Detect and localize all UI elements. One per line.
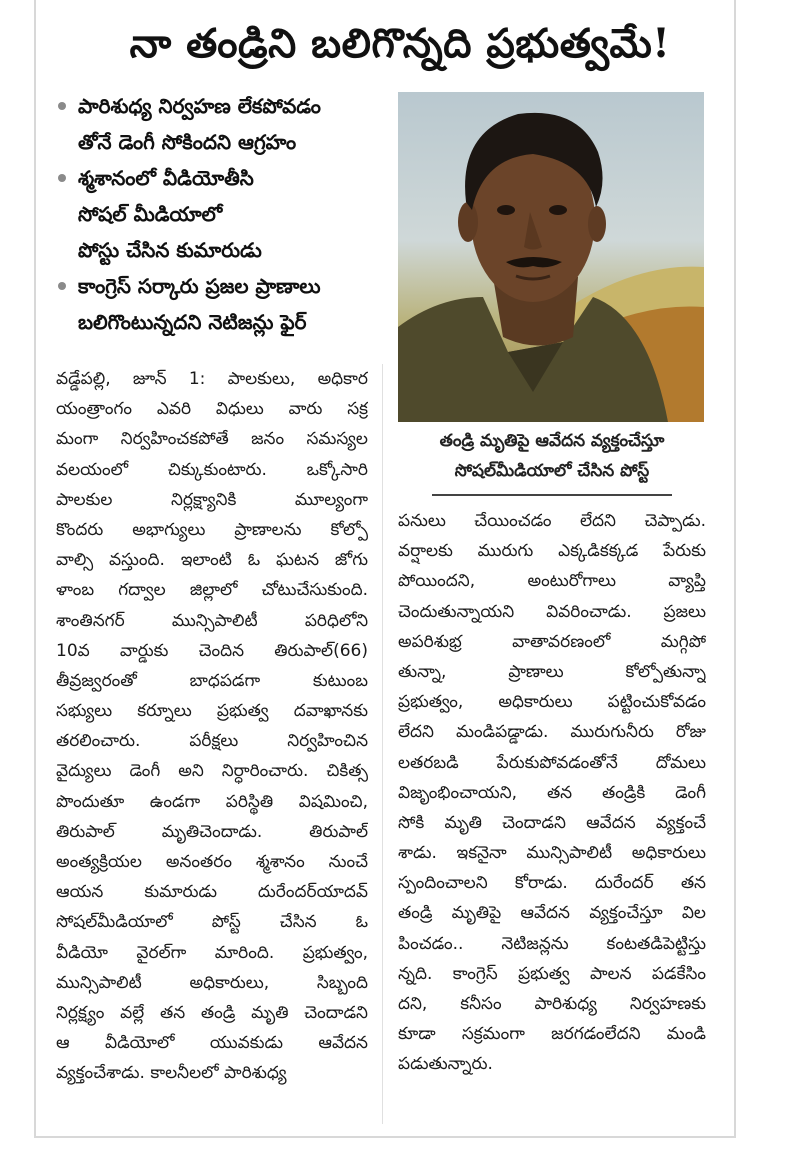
article-line: ఆ వీడియోలో యువకుడు ఆవేదన (56, 1033, 368, 1054)
bullet-text: కాంగ్రెస్ సర్కారు ప్రజల ప్రాణాలు (78, 274, 321, 298)
bullet-line (52, 268, 384, 304)
bullet-line (52, 304, 384, 340)
article-line: శాడు. ఇకనైనా మున్సిపాలిటీ అధికారులు (398, 843, 706, 864)
caption-line: తండ్రి మృతిపై ఆవేదన వ్యక్తంచేస్తూ (439, 431, 665, 451)
article-line: తున్నా, ప్రాణాలు కోల్పోతున్నా (398, 661, 706, 682)
article-line: మున్సిపాలిటీ అధికారులు, సిబ్బంది (56, 972, 368, 993)
article-line: యంత్రాంగం ఎవరి విధులు వారు సక్ర (56, 399, 368, 420)
article-line: పనులు చేయించడం లేదని చెప్పాడు. (398, 511, 706, 531)
bullet-text: పారిశుధ్య నిర్వహణ లేకపోవడం (78, 94, 321, 118)
bullet-text: బలిగొంటున్నదని నెటిజన్లు ఫైర్ (78, 310, 307, 334)
bullet-item (52, 268, 384, 340)
article-column-1 (56, 364, 368, 1089)
article-line: తిరుపాల్ మృతిచెందాడు. తిరుపాల్ (56, 821, 368, 842)
article-line: వాల్సి వస్తుంది. ఇలాంటి ఓ ఘటన జోగు (56, 550, 368, 571)
article-line: వ్యక్తంచేశాడు. కాలనీలలో పారిశుధ్య (56, 1063, 287, 1084)
article-line: మంగా నిర్వహించకపోతే జనం సమస్యల (56, 429, 368, 450)
caption-line: సోషల్‌మీడియాలో చేసిన పోస్ట్ (454, 461, 650, 481)
bullet-text: పోస్టు చేసిన కుమారుడు (78, 238, 262, 262)
column-divider (382, 364, 383, 1124)
article-line: పోయిందని, అంటురోగాలు వ్యాప్తి (398, 571, 706, 592)
article-column-2 (398, 506, 706, 1080)
article-line: తరలించారు. పరీక్షలు నిర్వహించిన (56, 731, 368, 752)
bullet-text: సోషల్ మీడియాలో (78, 202, 223, 226)
person-photo-illustration (398, 92, 704, 422)
article-line: సోకి మృతి చెందాడని ఆవేదన వ్యక్తంచే (398, 812, 706, 833)
article-line: పొందుతూ ఉండగా పరిస్థితి విషమించి, (56, 791, 368, 812)
article-line: పడుతున్నారు. (398, 1054, 493, 1075)
article-line: వలయంలో చిక్కుకుంటారు. ఒక్కోసారి (56, 459, 368, 480)
article-line: స్పందించాలని కోరాడు. దురేందర్ తన (398, 873, 706, 894)
article-line: ఆయన కుమారుడు దురేందర్‌యాదవ్ (56, 882, 368, 903)
bullet-list (52, 88, 384, 340)
article-line: దని, కనీసం పారిశుధ్య నిర్వహణకు (398, 994, 706, 1014)
article-line: సోషల్‌మీడియాలో పోస్ట్ చేసిన ఓ (56, 912, 368, 933)
bullet-dot-icon (58, 102, 66, 110)
caption-divider (432, 494, 672, 496)
article-line: తీవ్రజ్వరంతో బాధపడగా కుటుంబ (56, 670, 368, 691)
article-line: కొందరు అభాగ్యులు ప్రాణాలను కోల్పో (56, 519, 368, 540)
article-line: వైద్యులు డెంగీ అని నిర్ధారించారు. చికిత్స (56, 761, 368, 782)
article-line: పించడం.. నెటిజన్లను కంటతడిపెట్టిస్తు (398, 933, 706, 954)
article-line: లేదని మండిపడ్డాడు. మురుగునీరు రోజు (398, 722, 706, 743)
article-line: సభ్యులు కర్నూలు ప్రభుత్వ దవాఖానకు (56, 701, 368, 722)
bullet-item (52, 160, 384, 268)
bullet-line (52, 196, 384, 232)
article-line: ప్రభుత్వం, అధికారులు పట్టించుకోవడం (398, 692, 706, 713)
bullet-item (52, 88, 384, 160)
article-line: తండ్రి మృతిపై ఆవేదన వ్యక్తంచేస్తూ విల (398, 903, 706, 924)
article-line: అపరిశుభ్ర వాతావరణంలో మగ్గిపో (398, 631, 706, 652)
article-line: అంత్యక్రియల అనంతరం శ్మశానం నుంచే (56, 852, 368, 872)
article-line: కూడా సక్రమంగా జరగడంలేదని మండి (398, 1024, 706, 1045)
bullet-line (52, 232, 384, 268)
article-line: నిర్లక్ష్యం వల్లే తన తండ్రి మృతి చెందాడని (56, 1002, 368, 1023)
article-line: వడ్డేపల్లి, జూన్ 1: పాలకులు, అధికార (56, 369, 368, 389)
bullet-dot-icon (58, 174, 66, 182)
news-photo (398, 92, 704, 422)
article-line: వర్షాలకు మురుగు ఎక్కడికక్కడ పేరుకు (398, 541, 706, 562)
article-line: లతరబడి పేరుకుపోవడంతోనే దోమలు (398, 752, 706, 773)
photo-caption (400, 426, 704, 486)
bullet-line (52, 124, 384, 160)
article-line: చెందుతున్నాయని వివరించాడు. ప్రజలు (398, 601, 706, 622)
article-line: శాంతినగర్ మున్సిపాలిటీ పరిధిలోని (56, 610, 368, 631)
bullet-line (52, 88, 384, 124)
headline: నా తండ్రిని బలిగొన్నది ప్రభుత్వమే! (129, 20, 671, 67)
article-line: విజృంభించాయని, తన తండ్రికి డెంగీ (398, 782, 706, 803)
article-line: ళాంబ గద్వాల జిల్లాలో చోటుచేసుకుంది. (56, 580, 368, 601)
article-line: పాలకుల నిర్లక్ష్యానికి మూల్యంగా (56, 489, 368, 510)
bullet-text: తోనే డెంగీ సోకిందని ఆగ్రహం (78, 130, 297, 154)
bullet-dot-icon (58, 282, 66, 290)
article-line: న్నది. కాంగ్రెస్ ప్రభుత్వ పాలన పడకేసిం (398, 963, 706, 984)
article-line: 10వ వార్డుకు చెందిన తిరుపాల్(66) (56, 640, 368, 661)
bullet-text: శ్మశానంలో వీడియోతీసి (78, 166, 254, 190)
bullet-line (52, 160, 384, 196)
article-line: వీడియో వైరల్‌గా మారింది. ప్రభుత్వం, (56, 942, 368, 963)
